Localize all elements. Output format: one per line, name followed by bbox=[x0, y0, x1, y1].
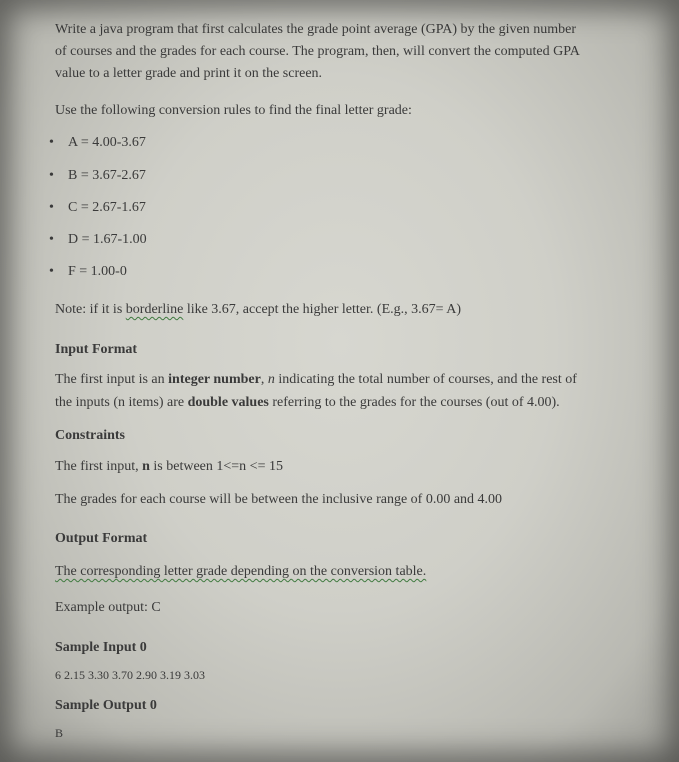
input-format-text: indicating the total number of courses, and the rest of bbox=[274, 372, 577, 387]
intro-line-3: value to a letter grade and print it on the screen. bbox=[55, 66, 323, 81]
sample-output-heading: Sample Output 0 bbox=[55, 698, 157, 713]
input-format-line-2 bbox=[55, 392, 560, 414]
input-format-text: , bbox=[260, 372, 268, 387]
bullet-icon: • bbox=[49, 264, 54, 279]
output-format-heading: Output Format bbox=[55, 531, 148, 546]
input-format-text: The first input is an bbox=[55, 372, 169, 387]
constraints-bold: n bbox=[142, 459, 150, 474]
note-prefix: Note: if it is bbox=[55, 302, 126, 317]
constraints-text: The first input, bbox=[55, 459, 143, 474]
input-format-bold: double values bbox=[187, 395, 269, 410]
example-output: Example output: C bbox=[55, 600, 161, 615]
intro-line-2: of courses and the grades for each course. The program, then, will convert the computed GPA bbox=[55, 44, 580, 59]
constraints-line-1 bbox=[55, 456, 283, 478]
note-suffix: like 3.67, accept the higher letter. (E.g., 3.67= A) bbox=[183, 302, 462, 317]
rule-text: B = 3.67-2.67 bbox=[68, 168, 146, 183]
input-format-bold: integer number bbox=[168, 372, 261, 387]
bullet-icon: • bbox=[49, 135, 54, 150]
input-format-text: referring to the grades for the courses (out of 4.00). bbox=[268, 395, 560, 410]
bullet-icon: • bbox=[49, 168, 54, 183]
input-format-text: the inputs (n items) are bbox=[55, 395, 188, 410]
input-format-heading: Input Format bbox=[55, 342, 138, 357]
constraints-text: is between 1<=n <= 15 bbox=[149, 459, 283, 474]
rule-text: F = 1.00-0 bbox=[68, 264, 127, 279]
output-format-line-1 bbox=[55, 561, 426, 583]
rule-item bbox=[49, 264, 127, 280]
sample-input-heading: Sample Input 0 bbox=[55, 640, 147, 655]
rule-item bbox=[49, 168, 146, 184]
sample-output-value: B bbox=[55, 726, 64, 740]
constraints-line-2: The grades for each course will be between the inclusive range of 0.00 and 4.00 bbox=[55, 492, 503, 507]
rules-intro: Use the following conversion rules to find the final letter grade: bbox=[55, 103, 412, 118]
input-format-line-1 bbox=[55, 369, 577, 391]
spellcheck-word[interactable]: borderline bbox=[125, 302, 184, 317]
bullet-icon: • bbox=[49, 232, 54, 247]
rule-item bbox=[49, 200, 146, 216]
spellcheck-phrase[interactable]: The corresponding letter grade depending on the conversion table. bbox=[55, 564, 427, 579]
rule-text: C = 2.67-1.67 bbox=[68, 200, 146, 215]
rule-item bbox=[49, 135, 146, 151]
input-format-variable: n bbox=[267, 372, 275, 387]
intro-line-1: Write a java program that first calculates the grade point average (GPA) by the given number bbox=[55, 22, 577, 37]
sample-input-value: 6 2.15 3.30 3.70 2.90 3.19 3.03 bbox=[55, 668, 205, 682]
rule-text: D = 1.67-1.00 bbox=[68, 232, 147, 247]
bullet-icon: • bbox=[49, 200, 54, 215]
rule-item bbox=[49, 232, 147, 248]
rule-text: A = 4.00-3.67 bbox=[68, 135, 146, 150]
note-text bbox=[55, 299, 461, 321]
constraints-heading: Constraints bbox=[55, 428, 126, 443]
